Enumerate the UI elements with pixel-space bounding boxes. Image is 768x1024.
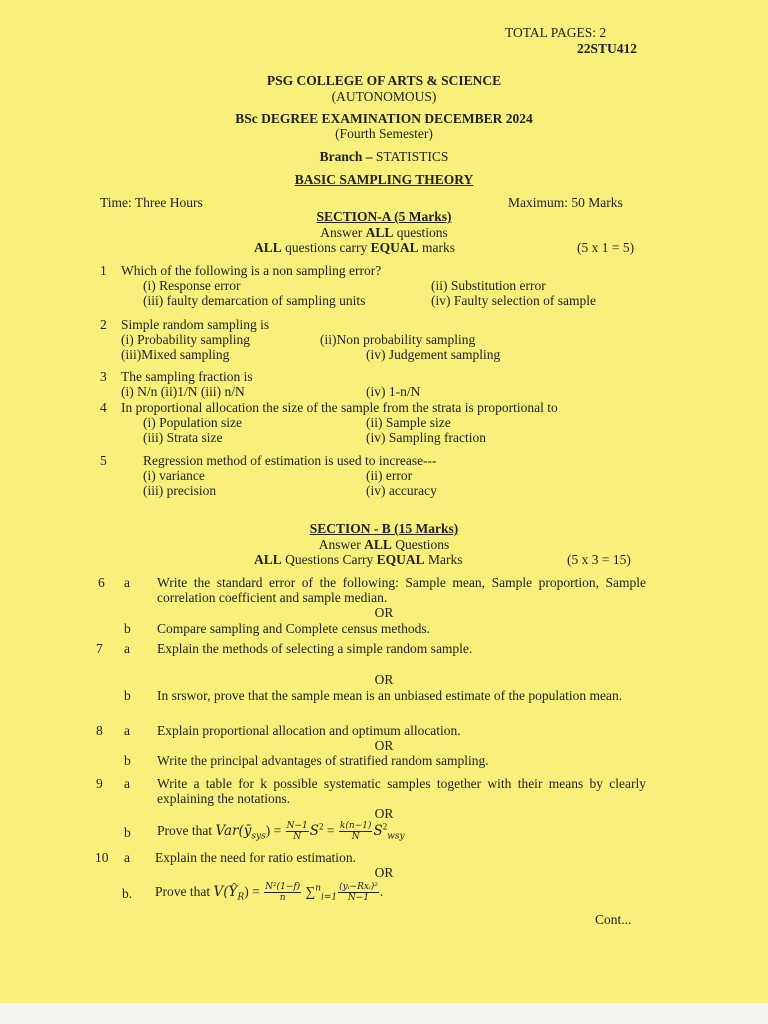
q1-option-3: (iii) faulty demarcation of sampling units: [143, 293, 366, 308]
q10a-text: Explain the need for ratio estimation.: [155, 850, 356, 865]
q9b-label: b: [124, 825, 131, 840]
q4-option-2: (ii) Sample size: [366, 415, 451, 430]
q1-option-1: (i) Response error: [143, 278, 241, 293]
q7b-label: b: [124, 688, 131, 703]
q5-option-4: (iv) accuracy: [366, 483, 437, 498]
q4-number: 4: [100, 400, 107, 415]
q7b-text: In srswor, prove that the sample mean is an unbiased estimate of the population mean.: [157, 688, 623, 703]
q8b-label: b: [124, 753, 131, 768]
q9b-formula: Prove that $Var(ȳ_{sys})$ = $\frac{N-1}{N}$ $S^2$ = $\frac{k(n-1)}{N}$ $S^2_{wsy}$: [157, 821, 405, 843]
q10b-label: b.: [122, 886, 133, 901]
total-pages: TOTAL PAGES: 2: [505, 25, 607, 40]
branch-line: [0, 149, 768, 164]
section-a-heading: SECTION-A (5 Marks): [316, 209, 452, 224]
q5-number: 5: [100, 453, 107, 468]
q2-option-4: (iv) Judgement sampling: [366, 347, 501, 362]
q6b-label: b: [124, 621, 131, 636]
q5-option-3: (iii) precision: [143, 483, 217, 498]
section-a-instruction-2: ALL questions carry EQUAL marks: [254, 240, 456, 255]
q9a-text: Write a table for k possible systematic samples together with their means by clearly explaining the notations.: [157, 776, 646, 806]
q10b-fraction-1: $\frac{\text{N²(1−f)}}{n}$: [265, 882, 301, 904]
q10-or: OR: [374, 865, 394, 880]
autonomous-label: (AUTONOMOUS): [331, 89, 437, 104]
q6b-text: Compare sampling and Complete census methods.: [157, 621, 430, 636]
q7a-label: a: [124, 641, 130, 656]
q3-option-1: (i) N/n (ii)1/N (iii) n/N: [121, 384, 245, 399]
q3-number: 3: [100, 369, 107, 384]
q4-option-3: (iii) Strata size: [143, 430, 223, 445]
section-a-marks: (5 x 1 = 5): [577, 240, 635, 255]
q9b-fraction-2: $\frac{k(n-1)}{N}$: [339, 821, 372, 843]
q3-text: The sampling fraction is: [121, 369, 253, 384]
q1-number: 1: [100, 263, 107, 278]
q5-option-1: (i) variance: [143, 468, 205, 483]
q2-number: 2: [100, 317, 107, 332]
continued-label: Cont...: [595, 912, 632, 927]
q4-option-1: (i) Population size: [143, 415, 242, 430]
q2-option-1: (i) Probability sampling: [121, 332, 250, 347]
q9-number: 9: [96, 776, 103, 791]
q7-or: OR: [374, 672, 394, 687]
q3-option-4: (iv) 1-n/N: [366, 384, 421, 399]
q9a-label: a: [124, 776, 130, 791]
q6a-label: a: [124, 575, 130, 590]
q7a-text: Explain the methods of selecting a simple random sample.: [157, 641, 473, 656]
q1-option-4: (iv) Faulty selection of sample: [431, 293, 596, 308]
q10b-formula: Prove that $V(Ŷ_R)$ = $\frac{\text{N²(1−f)}}{n}$ ∑$^n_{i=1}$ $\frac{\text{(yᵢ−Rxᵢ)²}}{N-1}$ .: [155, 882, 384, 904]
q5-option-2: (ii) error: [366, 468, 413, 483]
section-b-instruction-2: ALL Questions Carry EQUAL Marks: [254, 552, 463, 567]
exam-title: BSc DEGREE EXAMINATION DECEMBER 2024: [235, 111, 533, 126]
q6-or: OR: [374, 605, 394, 620]
q8-number: 8: [96, 723, 103, 738]
q2-option-2: (ii)Non probability sampling: [320, 332, 476, 347]
section-b-heading: SECTION - B (15 Marks): [309, 521, 459, 536]
subject-title: BASIC SAMPLING THEORY: [294, 172, 474, 187]
paper-code: 22STU412: [577, 41, 638, 56]
q10b-fraction-2: $\frac{\text{(yᵢ−Rxᵢ)²}}{N-1}$: [339, 882, 378, 904]
q6a-text: Write the standard error of the following: Sample mean, Sample proportion, Sample correlation coefficient and sample median.: [157, 575, 646, 605]
q10-number: 10: [95, 850, 109, 865]
q8a-text: Explain proportional allocation and optimum allocation.: [157, 723, 461, 738]
q10a-label: a: [124, 850, 130, 865]
section-b-marks: (5 x 3 = 15): [567, 552, 631, 567]
q8b-text: Write the principal advantages of stratified random sampling.: [157, 753, 489, 768]
college-name: PSG COLLEGE OF ARTS & SCIENCE: [266, 73, 502, 88]
q1-text: Which of the following is a non sampling error?: [121, 263, 382, 278]
q2-option-3: (iii)Mixed sampling: [121, 347, 230, 362]
branch-value: STATISTICS: [375, 149, 449, 164]
q9b-fraction-1: $\frac{N-1}{N}$: [286, 821, 308, 843]
q9-or: OR: [374, 806, 394, 821]
q8a-label: a: [124, 723, 130, 738]
semester-label: (Fourth Semester): [335, 126, 433, 141]
section-b-instruction-1: Answer ALL Questions: [318, 537, 450, 552]
max-marks-label: Maximum: 50 Marks: [508, 195, 623, 210]
q5-text: Regression method of estimation is used to increase---: [143, 453, 437, 468]
section-a-instruction-1: Answer ALL questions: [320, 225, 448, 240]
q4-option-4: (iv) Sampling fraction: [366, 430, 486, 445]
q2-text: Simple random sampling is: [121, 317, 270, 332]
q6-number: 6: [98, 575, 105, 590]
q1-option-2: (ii) Substitution error: [431, 278, 546, 293]
q7-number: 7: [96, 641, 103, 656]
q4-text: In proportional allocation the size of the sample from the strata is proportional to: [121, 400, 558, 415]
time-label: Time: Three Hours: [100, 195, 203, 210]
q8-or: OR: [374, 738, 394, 753]
branch-label: Branch –: [319, 149, 376, 164]
